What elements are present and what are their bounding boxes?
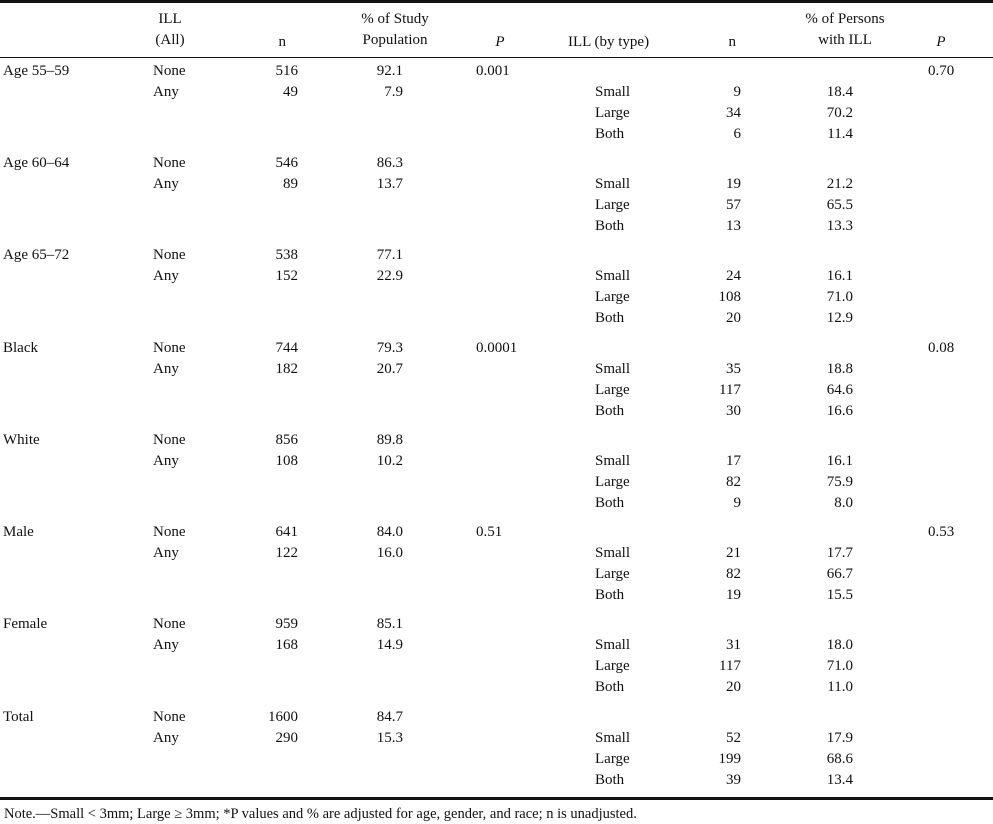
- ill-type-n: 35: [726, 361, 741, 377]
- ill-type-label: Large: [595, 197, 630, 213]
- ill-type-n: 117: [719, 658, 741, 674]
- ill-none-n: 516: [275, 63, 298, 79]
- ill-none-pct: 86.3: [376, 155, 403, 171]
- group-label: Age 55–59: [3, 63, 70, 79]
- ill-type-pct: 18.0: [826, 637, 853, 653]
- ill-type-pct: 16.6: [826, 403, 853, 419]
- ill-type-n: 39: [726, 772, 741, 788]
- header-ill-by-type: ILL (by type): [568, 34, 650, 50]
- ill-type-pct: 11.0: [827, 679, 853, 695]
- ill-none-pct: 92.1: [376, 63, 403, 79]
- ill-any-n: 152: [275, 268, 298, 284]
- ill-none-label: None: [153, 432, 186, 448]
- ill-none-pct: 85.1: [376, 616, 403, 632]
- ill-none-n: 856: [275, 432, 298, 448]
- ill-type-label: Small: [595, 361, 631, 377]
- ill-type-label: Small: [595, 176, 631, 192]
- ill-none-n: 1600: [268, 709, 298, 725]
- ill-type-n: 19: [726, 176, 741, 192]
- ill-none-label: None: [153, 155, 186, 171]
- ill-none-label: None: [153, 63, 186, 79]
- ill-type-label: Both: [595, 587, 625, 603]
- ill-none-n: 744: [275, 340, 298, 356]
- ill-type-pct: 21.2: [826, 176, 853, 192]
- ill-type-label: Small: [595, 545, 631, 561]
- ill-any-label: Any: [153, 176, 179, 192]
- p2-value: 0.08: [928, 340, 955, 356]
- header-n2: n: [728, 34, 736, 50]
- ill-none-n: 641: [275, 524, 298, 540]
- ill-type-pct: 16.1: [826, 453, 853, 469]
- ill-type-label: Small: [595, 84, 631, 100]
- ill-type-label: Both: [595, 310, 625, 326]
- bottom-rule: [0, 797, 993, 800]
- ill-none-pct: 77.1: [376, 247, 403, 263]
- ill-type-label: Large: [595, 566, 630, 582]
- ill-type-pct: 8.0: [834, 495, 853, 511]
- ill-type-n: 31: [726, 637, 741, 653]
- ill-type-n: 34: [726, 105, 741, 121]
- ill-type-pct: 16.1: [826, 268, 853, 284]
- ill-type-n: 19: [726, 587, 741, 603]
- ill-any-label: Any: [153, 545, 179, 561]
- ill-type-pct: 65.5: [826, 197, 853, 213]
- ill-any-pct: 16.0: [376, 545, 403, 561]
- ill-type-n: 17: [726, 453, 741, 469]
- ill-none-pct: 84.0: [376, 524, 403, 540]
- table-note: Note.—Small < 3mm; Large ≥ 3mm; *P values and % are adjusted for age, gender, and race; n is unadjusted.: [4, 806, 637, 822]
- ill-any-label: Any: [153, 361, 179, 377]
- ill-type-n: 9: [733, 495, 741, 511]
- ill-any-n: 182: [275, 361, 298, 377]
- ill-any-pct: 15.3: [376, 730, 403, 746]
- ill-type-pct: 70.2: [826, 105, 853, 121]
- ill-type-label: Large: [595, 474, 630, 490]
- ill-type-n: 82: [726, 474, 741, 490]
- ill-any-n: 290: [275, 730, 298, 746]
- group-label: Total: [3, 709, 34, 725]
- ill-any-pct: 14.9: [376, 637, 403, 653]
- ill-type-n: 24: [726, 268, 741, 284]
- ill-type-pct: 17.9: [826, 730, 853, 746]
- ill-type-label: Large: [595, 382, 630, 398]
- ill-type-n: 108: [718, 289, 741, 305]
- ill-any-label: Any: [153, 84, 179, 100]
- header-ill-all-line1: ILL: [158, 11, 182, 27]
- ill-type-pct: 17.7: [826, 545, 853, 561]
- ill-type-n: 20: [726, 310, 741, 326]
- ill-type-label: Small: [595, 637, 631, 653]
- ill-any-label: Any: [153, 268, 179, 284]
- ill-type-pct: 75.9: [826, 474, 853, 490]
- ill-type-label: Large: [595, 658, 630, 674]
- header-pct-study-line2: Population: [362, 32, 428, 48]
- ill-type-n: 52: [726, 730, 741, 746]
- ill-type-pct: 13.4: [826, 772, 853, 788]
- header-rule: [0, 57, 993, 58]
- ill-type-n: 57: [726, 197, 741, 213]
- ill-type-n: 199: [718, 751, 741, 767]
- header-n: n: [278, 34, 286, 50]
- ill-type-label: Large: [595, 105, 630, 121]
- header-pct-persons-line2: with ILL: [818, 32, 872, 48]
- group-label: Age 65–72: [3, 247, 70, 263]
- ill-type-pct: 11.4: [827, 126, 853, 142]
- ill-type-n: 21: [726, 545, 741, 561]
- p-value: 0.0001: [476, 340, 518, 356]
- ill-type-pct: 12.9: [826, 310, 853, 326]
- ill-type-n: 6: [733, 126, 741, 142]
- ill-type-pct: 18.4: [826, 84, 853, 100]
- ill-any-pct: 20.7: [376, 361, 403, 377]
- ill-type-pct: 71.0: [826, 289, 853, 305]
- header-pct-study-line1: % of Study: [361, 11, 429, 27]
- ill-none-label: None: [153, 709, 186, 725]
- ill-type-label: Both: [595, 218, 625, 234]
- ill-any-n: 89: [283, 176, 298, 192]
- ill-type-label: Small: [595, 453, 631, 469]
- ill-type-pct: 66.7: [826, 566, 853, 582]
- ill-any-pct: 22.9: [376, 268, 403, 284]
- ill-type-pct: 68.6: [826, 751, 853, 767]
- ill-type-n: 20: [726, 679, 741, 695]
- ill-type-label: Small: [595, 268, 631, 284]
- ill-type-label: Both: [595, 126, 625, 142]
- ill-any-pct: 7.9: [384, 84, 403, 100]
- ill-type-label: Large: [595, 751, 630, 767]
- header-pct-persons-line1: % of Persons: [805, 11, 885, 27]
- ill-type-label: Both: [595, 679, 625, 695]
- ill-any-n: 122: [275, 545, 298, 561]
- ill-type-pct: 13.3: [826, 218, 853, 234]
- header-p: P: [495, 34, 505, 50]
- group-label: White: [3, 432, 40, 448]
- group-label: Female: [3, 616, 48, 632]
- ill-type-label: Both: [595, 495, 625, 511]
- ill-type-pct: 18.8: [826, 361, 853, 377]
- p2-value: 0.53: [928, 524, 955, 540]
- ill-type-n: 9: [733, 84, 741, 100]
- ill-none-n: 959: [275, 616, 298, 632]
- ill-any-n: 49: [283, 84, 298, 100]
- ill-none-label: None: [153, 524, 186, 540]
- ill-none-pct: 79.3: [376, 340, 403, 356]
- ill-type-label: Large: [595, 289, 630, 305]
- header-p2: P: [936, 34, 946, 50]
- group-label: Age 60–64: [3, 155, 70, 171]
- ill-any-label: Any: [153, 453, 179, 469]
- ill-type-label: Small: [595, 730, 631, 746]
- ill-type-n: 30: [726, 403, 741, 419]
- header-ill-all-line2: (All): [155, 32, 185, 48]
- ill-any-pct: 13.7: [376, 176, 403, 192]
- ill-any-label: Any: [153, 637, 179, 653]
- ill-type-n: 117: [719, 382, 741, 398]
- ill-any-n: 108: [275, 453, 298, 469]
- p2-value: 0.70: [928, 63, 955, 79]
- group-label: Black: [3, 340, 38, 356]
- ill-type-pct: 71.0: [826, 658, 853, 674]
- ill-none-pct: 89.8: [376, 432, 403, 448]
- ill-type-pct: 15.5: [826, 587, 853, 603]
- ill-type-n: 13: [726, 218, 741, 234]
- ill-none-label: None: [153, 340, 186, 356]
- ill-none-label: None: [153, 616, 186, 632]
- ill-any-pct: 10.2: [376, 453, 403, 469]
- group-label: Male: [3, 524, 34, 540]
- p-value: 0.51: [476, 524, 503, 540]
- ill-none-label: None: [153, 247, 186, 263]
- ill-type-label: Both: [595, 772, 625, 788]
- ill-none-pct: 84.7: [376, 709, 403, 725]
- ill-any-n: 168: [275, 637, 298, 653]
- top-rule: [0, 0, 993, 3]
- ill-type-pct: 64.6: [826, 382, 853, 398]
- ill-none-n: 546: [275, 155, 298, 171]
- ill-type-n: 82: [726, 566, 741, 582]
- p-value: 0.001: [476, 63, 510, 79]
- ill-type-label: Both: [595, 403, 625, 419]
- ill-none-n: 538: [275, 247, 298, 263]
- ill-any-label: Any: [153, 730, 179, 746]
